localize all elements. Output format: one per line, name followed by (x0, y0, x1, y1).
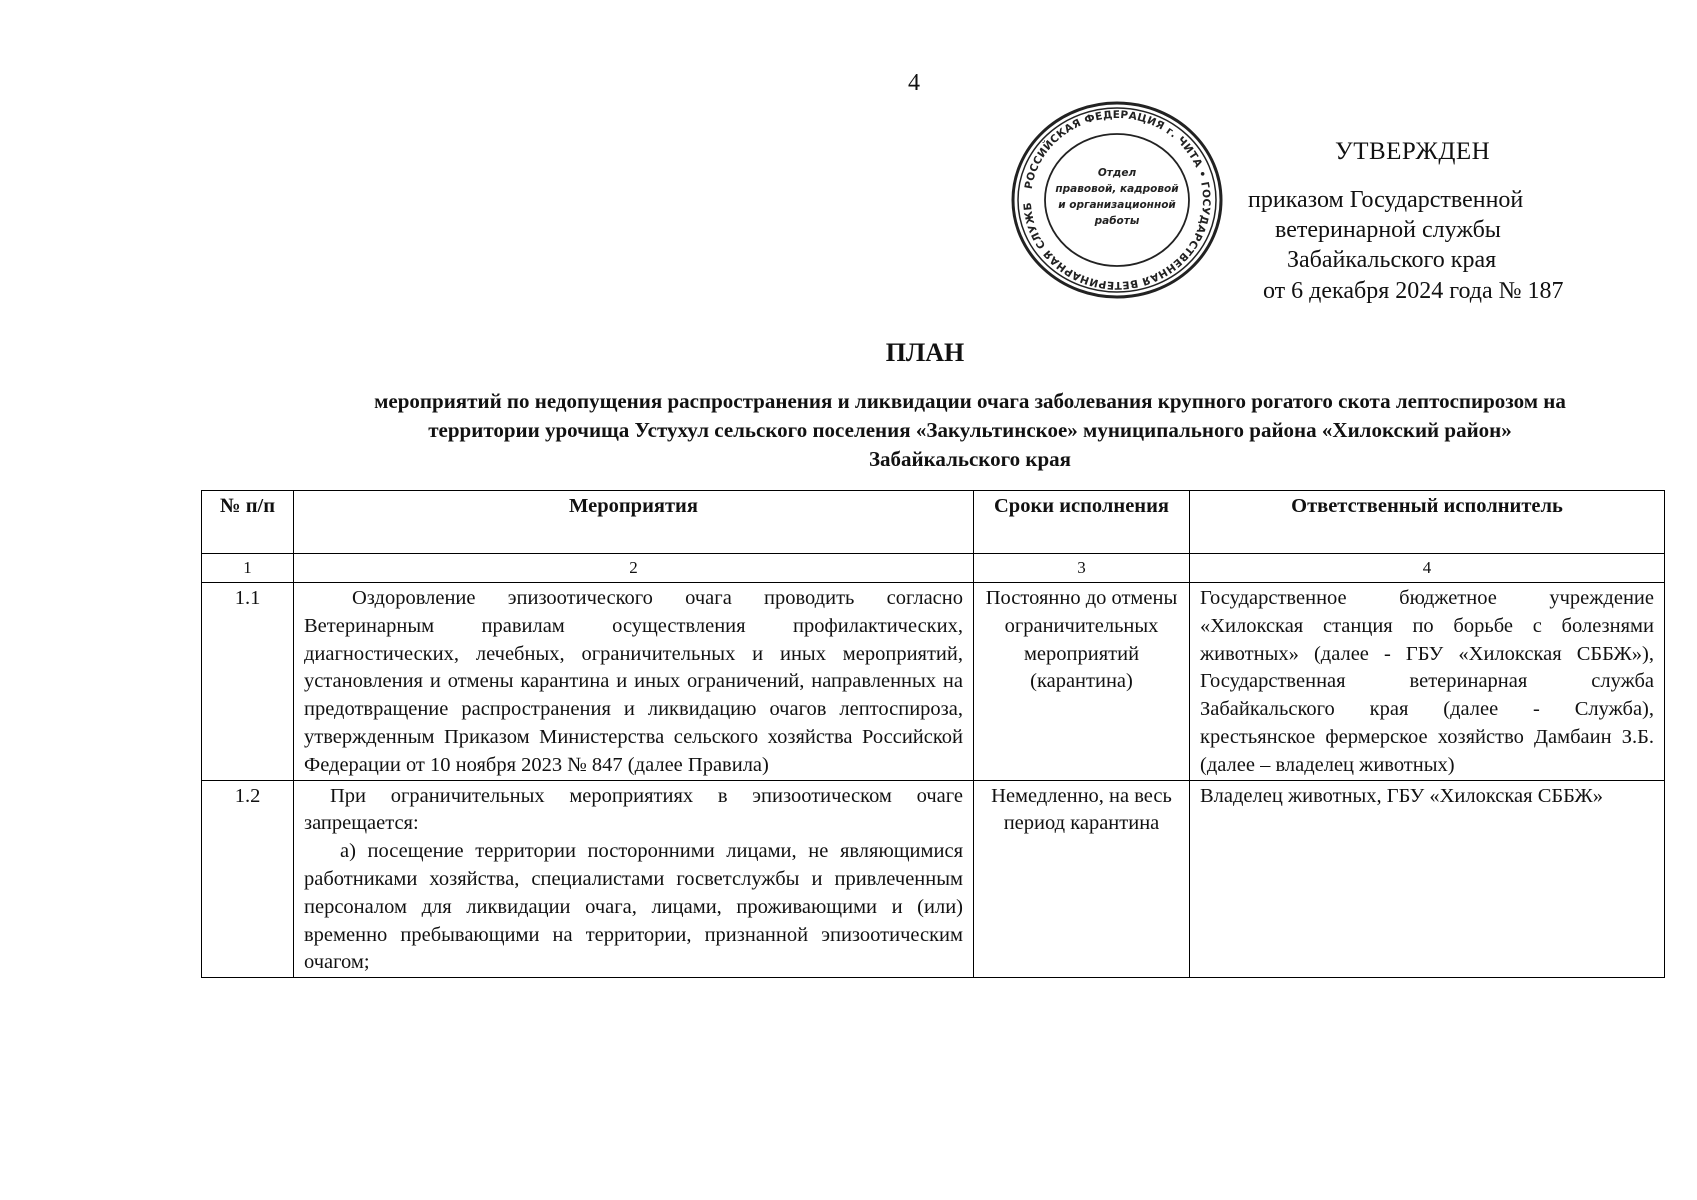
column-number: 4 (1190, 554, 1665, 583)
header-responsible: Ответственный исполнитель (1190, 491, 1665, 554)
header-number: № п/п (202, 491, 294, 554)
approval-line: приказом Государственной (1248, 187, 1524, 213)
svg-text:РОССИЙСКАЯ ФЕДЕРАЦИЯ г. ЧИТА •: РОССИЙСКАЯ ФЕДЕРАЦИЯ г. ЧИТА • ГОСУДАРСТВЕННАЯ ВЕТЕРИНАРНАЯ СЛУЖБ (1021, 108, 1213, 292)
header-deadline: Сроки исполнения (974, 491, 1190, 554)
action-intro: При ограничительных мероприятиях в эпизоотическом очаге запрещается: (304, 784, 963, 835)
action-text: Оздоровление эпизоотического очага проводить согласно Ветеринарным правилам осуществления профилактических, диагностических, лечебных, ограничительных и иных мероприятий, установления и отмены карантина и иных ограничений, направленных на предотвращение распространения и ликвидацию очагов лептоспироза, утвержденным Приказом Министерства сельского хозяйства Российской Федерации от 10 ноября 2023 № 847 (далее Правила) (304, 587, 963, 776)
approval-line: Забайкальского края (1287, 247, 1497, 273)
page-number: 4 (908, 70, 920, 96)
document-title: ПЛАН (885, 338, 965, 367)
subtitle-line: Забайкальского края (868, 447, 1072, 471)
column-number: 1 (202, 554, 294, 583)
approval-date-number: от 6 декабря 2024 года № 187 (1263, 278, 1564, 304)
column-numbers-row (202, 554, 1665, 583)
approval-line: ветеринарной службы (1275, 217, 1501, 243)
subtitle-line: мероприятий по недопущения распространения и ликвидации очага заболевания крупного рогатого скота лептоспирозом на (374, 389, 1566, 413)
row-responsible: Владелец животных, ГБУ «Хилокская СББЖ» (1190, 780, 1665, 978)
column-number: 3 (974, 554, 1190, 583)
row-number: 1.1 (202, 583, 294, 781)
column-number: 2 (294, 554, 974, 583)
table-row (202, 780, 1665, 978)
header-actions: Мероприятия (294, 491, 974, 554)
document-subtitle (265, 387, 1675, 474)
action-item: а) посещение территории посторонними лицами, не являющимися работниками хозяйства, специалистами госветслужбы и привлеченным персоналом для ликвидации очага, лицами, проживающими и (или) временно пребывающими на территории, признанной эпизоотическим очагом; (304, 840, 963, 974)
subtitle-line: территории урочища Устухул сельского поселения «Закультинское» муниципального района «Хилокский район» (428, 418, 1512, 442)
svg-text:работы: работы (1094, 215, 1140, 227)
svg-text:и организационной: и организационной (1058, 199, 1176, 211)
plan-table (201, 490, 1665, 978)
row-action (294, 780, 974, 978)
table-row (202, 583, 1665, 781)
svg-text:Отдел: Отдел (1097, 167, 1137, 179)
row-deadline: Постоянно до отмены ограничительных мероприятий (карантина) (974, 583, 1190, 781)
row-deadline: Немедленно, на весь период карантина (974, 780, 1190, 978)
row-number: 1.2 (202, 780, 294, 978)
row-action (294, 583, 974, 781)
table-header-row (202, 491, 1665, 554)
official-seal (1010, 100, 1224, 300)
svg-text:правовой, кадровой: правовой, кадровой (1055, 183, 1179, 195)
approval-heading: УТВЕРЖДЕН (1335, 138, 1491, 165)
row-responsible: Государственное бюджетное учреждение «Хилокская станция по борьбе с болезнями животных» (далее - ГБУ «Хилокская СББЖ»), Государственная ветеринарная служба Забайкальского края (далее - Служба), крестьянское фермерское хозяйство Дамбаин З.Б. (далее – владелец животных) (1190, 583, 1665, 781)
